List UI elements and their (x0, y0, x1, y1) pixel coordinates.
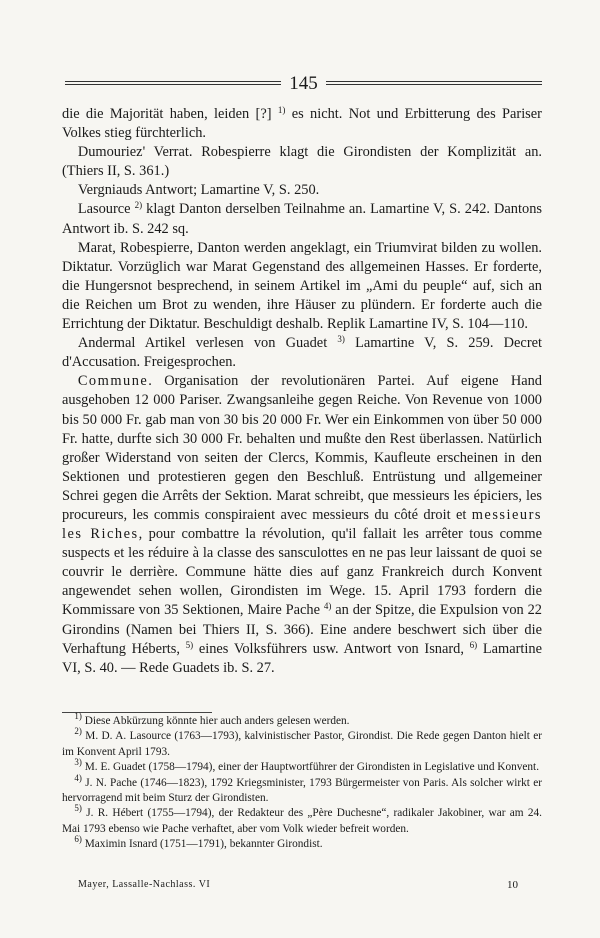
footnote (62, 757, 542, 775)
footer-signature: 10 (507, 879, 518, 891)
text-run: , pour combattre la révolution, qu'il fallait les arrêter tous comme suspects et les réduire à la classe des sansculottes en ne pas leur laissant de quoi se couvrir le derrière. Commune hätte dies auf ganz Frankreich durch Konvent angewendet sehen wollen, Girondisten im Wege. 15. April 1793 fordern die Kommissare von 35 Sektionen, Maire Pache (62, 526, 542, 619)
footnote-marker: 4) (323, 601, 332, 612)
paragraph (62, 200, 542, 238)
text-run: an der Spitze, die Expulsion von 22 Girondins (Namen bei Thiers II, S. 366). Eine andere beschwert sich über die Verhaftung Héberts, (62, 602, 542, 657)
spaced-heading: Commune (77, 373, 149, 390)
footnote-text: Maximin Isnard (1751—1791), bekannter Girondist. (84, 838, 323, 851)
footnote-marker: 2) (134, 200, 143, 211)
footnote-marker: 3) (337, 334, 345, 345)
footnote-number: 3) (74, 757, 82, 768)
header-rule-left (65, 81, 281, 85)
text-run: . Organisation der revolutionären Partei. Auf eigene Hand ausgehoben 12 000 Pariser. Zwangsanleihe gegen Reiche. Von Revenue von 1000 bis 50 000 Fr. gab man von 30 bis 20 000 Fr. Wer ein Einkommen von über 50 000 Fr. hatte, durfte sich 30 000 Fr. behalten und mußte den Rest überlassen. Natürlich großer Widerstand von seiten der Clercs, Kommis, Kaufleute erscheinen in den Sektionen und protestieren gegen den Beschluß. Entrüstung und allgemeiner Schrei gegen die Arrêts der Sektion. Marat schreibt, que messieurs les épiciers, les procureurs, les commis conspiraient avec messieurs du côté droit et (62, 373, 542, 523)
text-run: Andermal Artikel verlesen von Guadet (77, 335, 328, 352)
footnote-text: Diese Abkürzung könnte hier auch anders gelesen werden. (84, 715, 350, 727)
paragraph: Marat, Robespierre, Danton werden angeklagt, ein Triumvirat bilden zu wollen. Diktatur. Vorzüglich war Marat Gegenstand des allgemeinen Hasses. Er forderte, die Hungersnot besprechend, in seinem Artikel im „Ami du peuple“ auf, sich an die Reichen um Brot zu wenden, ihre Häuser zu plündern. Er forderte auch die Errichtung der Diktatur. Beschuldigt deshalb. Replik Lamartine IV, S. 104—110. (62, 239, 542, 333)
footnote-number: 1) (74, 711, 82, 721)
footnote-marker: 1) (277, 105, 286, 115)
text-run: Lamartine V, S. 259. Decret d'Accusation. Freigesprochen. (62, 335, 542, 371)
paragraph: Dumouriez' Verrat. Robespierre klagt die Girondisten der Komplizität an. (Thiers II, S. 361.) (62, 144, 542, 180)
footnote (62, 834, 542, 852)
footnote-text: J. R. Hébert (1755—1794), der Redakteur des „Père Duchesne“, radikaler Jakobiner, war am 24. Mai 1793 ebenso wie Pache verhaftet, aber vom Volk wieder befreit worden. (62, 807, 542, 835)
paragraph: Vergniauds Antwort; Lamartine V, S. 250. (77, 182, 320, 199)
header-rule-right (326, 81, 542, 85)
footnote (62, 772, 542, 807)
footer-source: Mayer, Lassalle-Nachlass. VI (78, 879, 211, 890)
footnote-number: 6) (74, 834, 82, 845)
footnote (62, 711, 542, 729)
paragraph (62, 372, 542, 678)
paragraph (62, 105, 542, 143)
page-footer (78, 878, 518, 892)
text-run: Lamartine VI, S. 40. — Rede Guadets ib. S. 27. (62, 640, 542, 676)
footnote-marker: 6) (469, 639, 478, 650)
footnote (62, 803, 542, 837)
footnote-text: M. E. Guadet (1758—1794), einer der Hauptwortführer der Girondisten in Legislative und Konvent. (84, 761, 540, 774)
page-number: 145 (289, 72, 318, 94)
text-run: es nicht. Not und Erbitterung des Pariser Volkes stieg fürchterlich. (62, 106, 542, 142)
page-header (65, 70, 542, 96)
footnote-text: M. D. A. Lasource (1763—1793), kalvinistischer Pastor, Girondist. Die Rede gegen Danton hielt er im Konvent April 1793. (62, 730, 542, 758)
footnote (62, 726, 542, 760)
spaced-text: messieurs les Riches (62, 506, 542, 543)
footnote-number: 4) (74, 772, 82, 783)
footnote-number: 5) (74, 803, 82, 814)
text-run: klagt Danton derselben Teilnahme an. Lamartine V, S. 242. Dantons Antwort ib. S. 242 sq. (62, 201, 542, 237)
footnotes (62, 711, 542, 853)
footnote-text: J. N. Pache (1746—1823), 1792 Kriegsminister, 1793 Bürgermeister von Paris. Als solcher wirkt er hervorragend mit beim Sturz der Girondisten. (62, 776, 542, 805)
footnote-divider (62, 712, 212, 713)
footnote-number: 2) (74, 726, 82, 737)
text-run: eines Volksführers usw. Antwort von Isnard, (198, 640, 464, 657)
text-run: Lasource (77, 201, 131, 218)
paragraph (62, 334, 542, 372)
main-text (62, 105, 542, 678)
footnote-marker: 5) (185, 639, 194, 650)
text-run: die die Majorität haben, leiden [?] (62, 106, 272, 122)
